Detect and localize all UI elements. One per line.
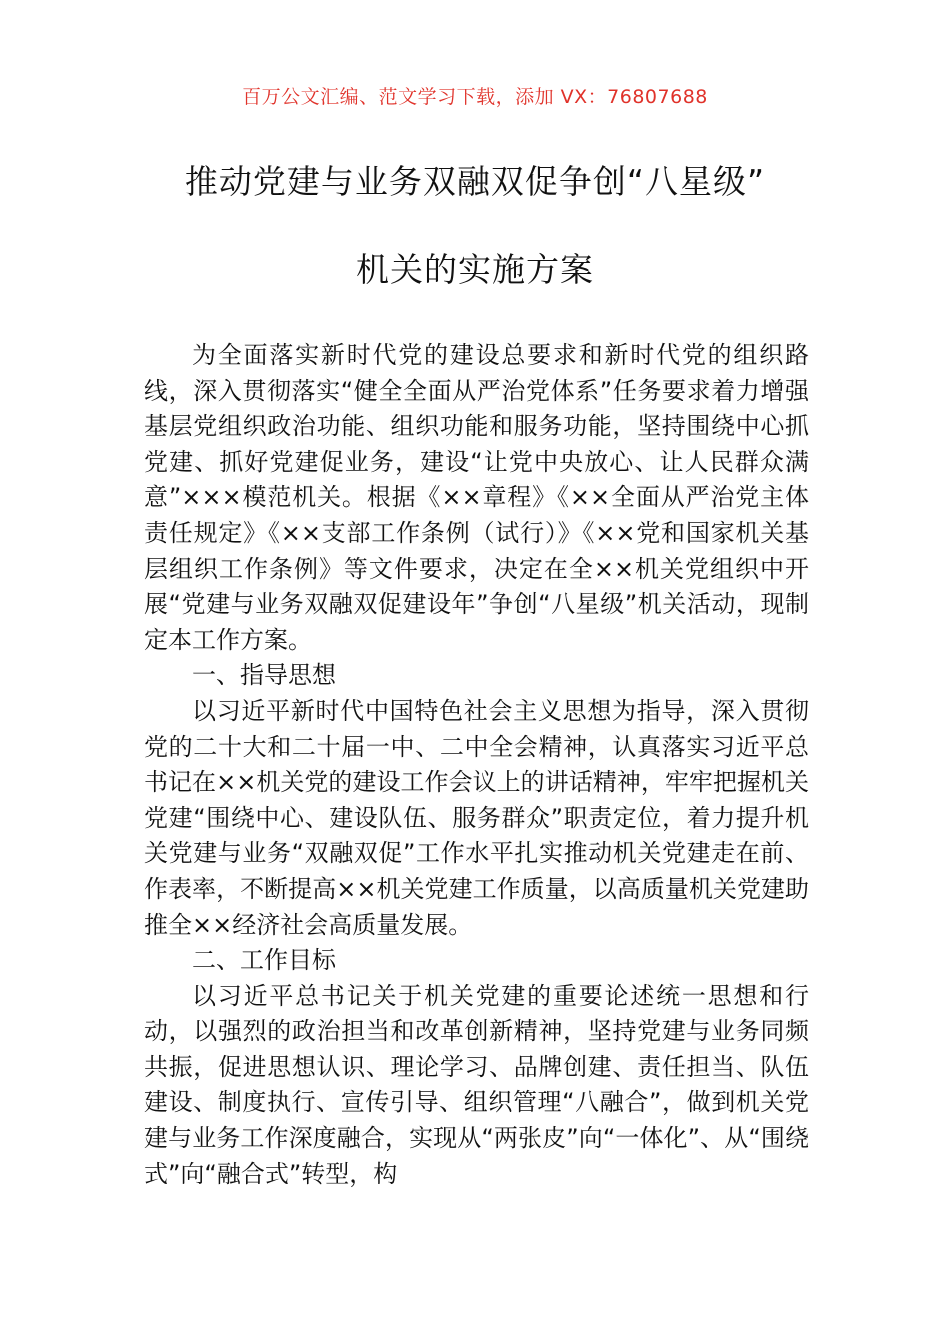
document-title-line-2: 机关的实施方案 — [356, 250, 594, 289]
guiding-thought-paragraph: 以习近平新时代中国特色社会主义思想为指导，深入贯彻党的二十大和二十届一中、二中全会精神，认真落实习近平总书记在××机关党的建设工作会议上的讲话精神，牢牢把握机关党建“围绕中心、建设队伍、服务群众”职责定位，着力提升机关党建与业务“双融双促”工作水平扎实推动机关党建走在前、作表率，不断提高××机关党建工作质量，以高质量机关党建助推全××经济社会高质量发展。 — [144, 696, 809, 939]
work-goals-paragraph: 以习近平总书记关于机关党建的重要论述统一思想和行动，以强烈的政治担当和改革创新精神，坚持党建与业务同频共振，促进思想认识、理论学习、品牌创建、责任担当、队伍建设、制度执行、宣传引导、组织管理“八融合”，做到机关党建与业务工作深度融合，实现从“两张皮”向“一体化”、从“围绕式”向“融合式”转型，构 — [144, 981, 809, 1188]
section-heading-guiding-thought: 一、指导思想 — [192, 661, 336, 690]
header-watermark-note: 百万公文汇编、范文学习下载，添加 VX：76807688 — [242, 86, 708, 108]
section-heading-work-goals: 二、工作目标 — [192, 946, 336, 975]
document-title-line-1: 推动党建与业务双融双促争创“八星级” — [184, 162, 766, 201]
document-body — [144, 338, 809, 1192]
intro-paragraph: 为全面落实新时代党的建设总要求和新时代党的组织路线，深入贯彻落实“健全全面从严治党体系”任务要求着力增强基层党组织政治功能、组织功能和服务功能，坚持围绕中心抓党建、抓好党建促业务，建设“让党中央放心、让人民群众满意”×××模范机关。根据《××章程》《××全面从严治党主体责任规定》《××支部工作条例（试行）》《××党和国家机关基层组织工作条例》等文件要求，决定在全××机关党组织中开展“党建与业务双融双促建设年”争创“八星级”机关活动，现制定本工作方案。 — [144, 341, 809, 654]
